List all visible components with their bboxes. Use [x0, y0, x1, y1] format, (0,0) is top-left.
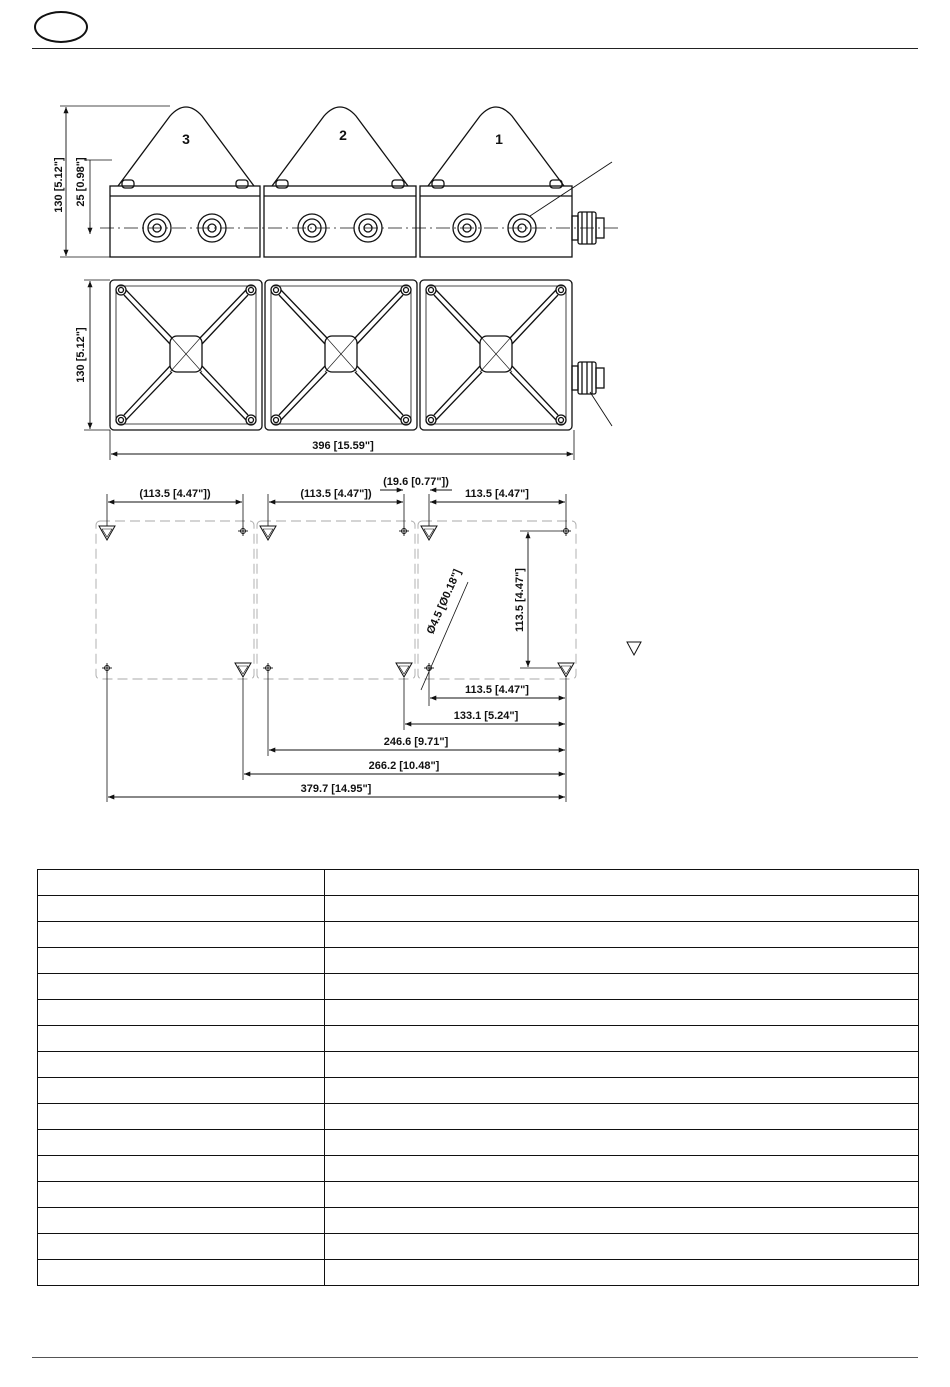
- table-cell-value: [325, 1208, 919, 1234]
- table-cell-value: [325, 1182, 919, 1208]
- table-row: [38, 1078, 919, 1104]
- top-box-3: [110, 280, 262, 430]
- table-cell-label: [38, 1182, 325, 1208]
- table-cell-label: [38, 870, 325, 896]
- dim-246: 246.6 [9.71"]: [383, 736, 449, 748]
- side-box-1: [420, 107, 572, 257]
- table-row: [38, 1052, 919, 1078]
- table-cell-value: [325, 1078, 919, 1104]
- dim-total-length: 396 [15.59"]: [312, 440, 374, 452]
- box-number-3: 3: [182, 131, 190, 147]
- cable-gland-top: [572, 362, 604, 394]
- table-row: [38, 1026, 919, 1052]
- dim-pitch-c: 113.5 [4.47"]: [465, 488, 529, 500]
- dim-side-height: 130 [5.12"]: [53, 157, 65, 213]
- table-cell-label: [38, 1000, 325, 1026]
- table-row: [38, 1182, 919, 1208]
- dim-hole-diameter: Ø4.5 [Ø0.18"]: [424, 567, 464, 636]
- table-cell-label: [38, 1078, 325, 1104]
- table-cell-label: [38, 896, 325, 922]
- table-cell-value: [325, 1000, 919, 1026]
- table-row: [38, 1130, 919, 1156]
- table-cell-value: [325, 896, 919, 922]
- dim-pitch-b: (113.5 [4.47"]): [300, 488, 372, 500]
- table-cell-label: [38, 948, 325, 974]
- box-number-1: 1: [495, 131, 503, 147]
- table-cell-label: [38, 1156, 325, 1182]
- table-cell-label: [38, 1026, 325, 1052]
- side-box-3: [110, 107, 260, 257]
- table-row: [38, 922, 919, 948]
- dim-gap: (19.6 [0.77"]): [383, 476, 449, 488]
- table-cell-value: [325, 1234, 919, 1260]
- dim-side-base: 25 [0.98"]: [75, 157, 87, 207]
- table-cell-label: [38, 1052, 325, 1078]
- hole-layout: [96, 490, 641, 802]
- triangle-legend-icon: [627, 642, 641, 655]
- table-cell-value: [325, 948, 919, 974]
- table-cell-label: [38, 1234, 325, 1260]
- dim-pitch-a: (113.5 [4.47"]): [139, 488, 211, 500]
- table-row: [38, 1208, 919, 1234]
- table-cell-value: [325, 922, 919, 948]
- top-box-2: [265, 280, 417, 430]
- table-row: [38, 1234, 919, 1260]
- table-cell-value: [325, 1026, 919, 1052]
- footer-rule: [32, 1357, 918, 1358]
- dim-vertical-pitch: 113.5 [4.47"]: [514, 568, 526, 632]
- table-cell-label: [38, 1208, 325, 1234]
- table-row: [38, 870, 919, 896]
- table-cell-label: [38, 922, 325, 948]
- box-number-2: 2: [339, 127, 347, 143]
- table-cell-value: [325, 1156, 919, 1182]
- table-row: [38, 1104, 919, 1130]
- table-cell-value: [325, 1260, 919, 1286]
- spec-table: [37, 869, 919, 1286]
- top-view: [84, 280, 612, 460]
- table-row: [38, 1000, 919, 1026]
- table-cell-label: [38, 974, 325, 1000]
- table-cell-value: [325, 870, 919, 896]
- table-row: [38, 974, 919, 1000]
- table-row: [38, 1156, 919, 1182]
- table-cell-value: [325, 974, 919, 1000]
- dim-379: 379.7 [14.95"]: [300, 783, 372, 795]
- table-cell-label: [38, 1260, 325, 1286]
- table-cell-value: [325, 1104, 919, 1130]
- table-cell-value: [325, 1052, 919, 1078]
- table-cell-label: [38, 1130, 325, 1156]
- dim-133: 133.1 [5.24"]: [453, 710, 519, 722]
- table-row: [38, 896, 919, 922]
- dim-266: 266.2 [10.48"]: [368, 760, 440, 772]
- top-box-1: [420, 280, 572, 430]
- dim-top-depth: 130 [5.12"]: [75, 327, 87, 383]
- table-cell-value: [325, 1130, 919, 1156]
- table-cell-label: [38, 1104, 325, 1130]
- dim-bottom-pitch: 113.5 [4.47"]: [465, 684, 529, 696]
- table-row: [38, 948, 919, 974]
- table-row: [38, 1260, 919, 1286]
